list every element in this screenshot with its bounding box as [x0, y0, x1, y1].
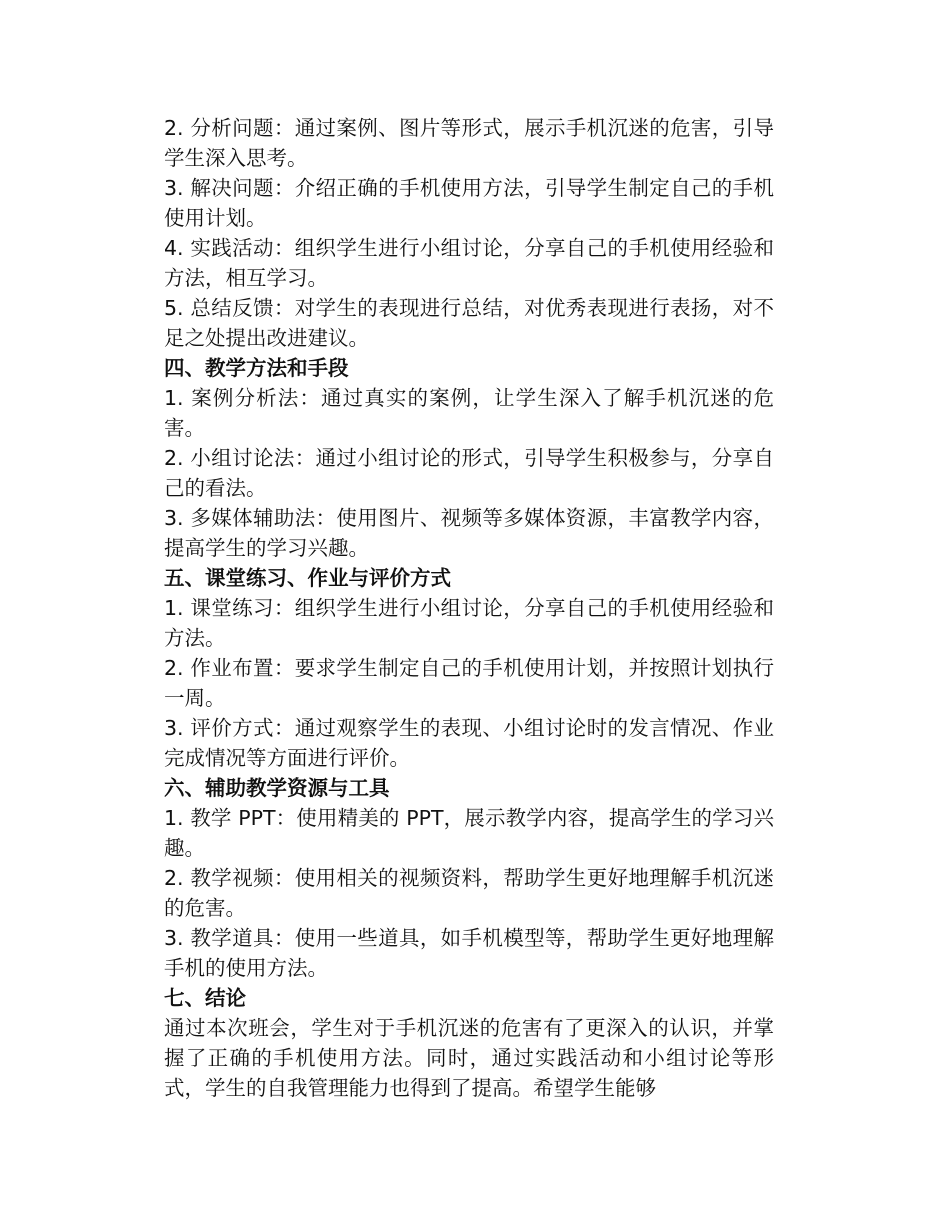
practice-item-2: 2. 作业布置：要求学生制定自己的手机使用计划，并按照计划执行一周。: [164, 656, 774, 710]
section-heading-conclusion: 七、结论: [164, 986, 246, 1010]
resource-item-2: 2. 教学视频：使用相关的视频资料，帮助学生更好地理解手机沉迷的危害。: [164, 866, 774, 920]
process-step-4: 4. 实践活动：组织学生进行小组讨论，分享自己的手机使用经验和方法，相互学习。: [164, 236, 774, 290]
section-heading-resources: 六、辅助教学资源与工具: [164, 776, 390, 800]
document-body: [164, 113, 774, 1103]
resource-item-3: 3. 教学道具：使用一些道具，如手机模型等，帮助学生更好地理解手机的使用方法。: [164, 926, 774, 980]
process-step-2: 2. 分析问题：通过案例、图片等形式，展示手机沉迷的危害，引导学生深入思考。: [164, 116, 774, 170]
practice-item-1: 1. 课堂练习：组织学生进行小组讨论，分享自己的手机使用经验和方法。: [164, 596, 774, 650]
section-heading-practice: 五、课堂练习、作业与评价方式: [164, 566, 451, 590]
section-heading-methods: 四、教学方法和手段: [164, 356, 349, 380]
practice-item-3: 3. 评价方式：通过观察学生的表现、小组讨论时的发言情况、作业完成情况等方面进行评价。: [164, 716, 774, 770]
process-step-3: 3. 解决问题：介绍正确的手机使用方法，引导学生制定自己的手机使用计划。: [164, 176, 774, 230]
resource-item-1: 1. 教学 PPT：使用精美的 PPT，展示教学内容，提高学生的学习兴趣。: [164, 806, 774, 860]
conclusion-paragraph: 通过本次班会，学生对于手机沉迷的危害有了更深入的认识，并掌握了正确的手机使用方法。同时，通过实践活动和小组讨论等形式，学生的自我管理能力也得到了提高。希望学生能够: [164, 1016, 774, 1100]
method-item-3: 3. 多媒体辅助法：使用图片、视频等多媒体资源，丰富教学内容，提高学生的学习兴趣。: [164, 506, 774, 560]
method-item-1: 1. 案例分析法：通过真实的案例，让学生深入了解手机沉迷的危害。: [164, 386, 774, 440]
process-step-5: 5. 总结反馈：对学生的表现进行总结，对优秀表现进行表扬，对不足之处提出改进建议。: [164, 296, 774, 350]
method-item-2: 2. 小组讨论法：通过小组讨论的形式，引导学生积极参与，分享自己的看法。: [164, 446, 774, 500]
